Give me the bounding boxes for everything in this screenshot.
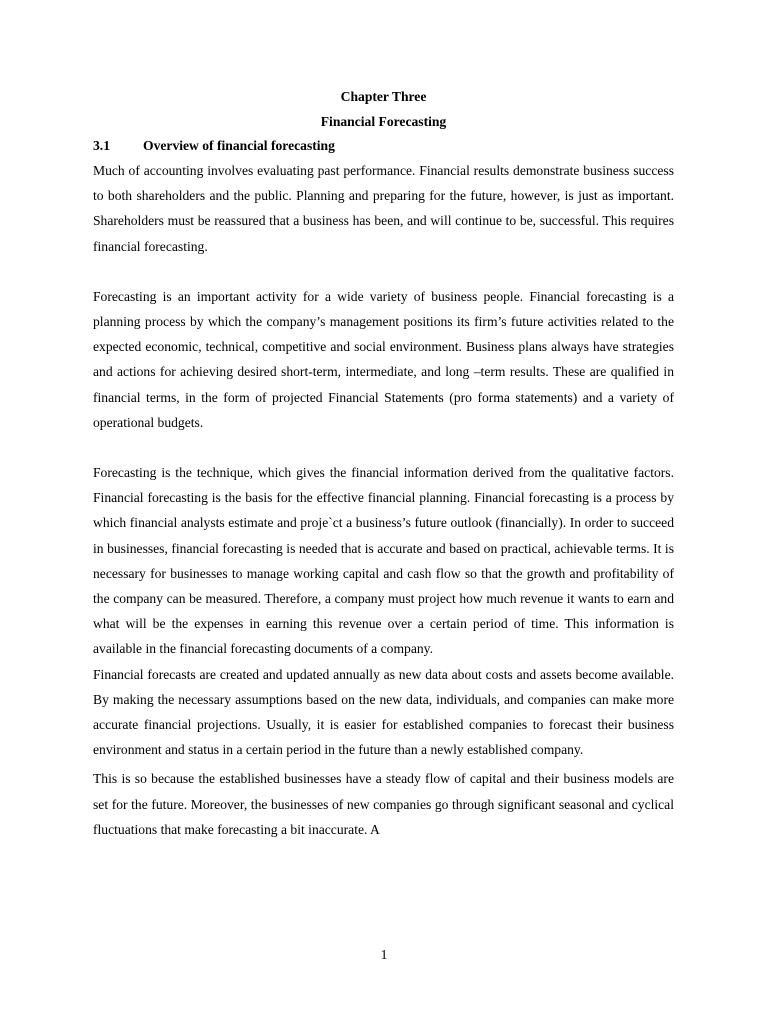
page-content [93,84,674,842]
chapter-title: Financial Forecasting [320,114,447,129]
paragraph: Much of accounting involves evaluating past performance. Financial results demonstrate business success to both shareholders and the public. Planning and preparing for the future, however, is just as important. Shareholders must be reassured that a business has been, and will continue to be, successful. This requires financial forecasting. [93,163,674,254]
chapter-label: Chapter Three [340,89,427,104]
section-number: 3.1 [93,138,110,153]
paragraph: Forecasting is an important activity for a wide variety of business people. Financial forecasting is a planning process by which the company’s management positions its firm’s future activities related to the expected economic, technical, competitive and social environment. Business plans always have strategies and actions for achieving desired short-term, intermediate, and long –term results. These are qualified in financial terms, in the form of projected Financial Statements (pro forma statements) and a variety of operational budgets. [93,288,674,430]
paragraph: Financial forecasts are created and updated annually as new data about costs and assets become available. By making the necessary assumptions based on the new data, individuals, and companies can make more accurate financial projections. Usually, it is easier for established companies to forecast their business environment and status in a certain period in the future than a newly established company. [93,666,674,758]
paragraph: This is so because the established businesses have a steady flow of capital and their business models are set for the future. Moreover, the businesses of new companies go through significant seasonal and cyclical fluctuations that make forecasting a bit inaccurate. A [93,771,674,837]
paragraph-spacer [93,259,674,284]
page-number: 1 [380,947,388,962]
section-title: Overview of financial forecasting [143,138,335,153]
paragraph: Forecasting is the technique, which gives the financial information derived from the qualitative factors. Financial forecasting is the basis for the effective financial planning. Financial forecasting is a process by which financial analysts estimate and proje`ct a business’s future outlook (financially). In order to succeed in businesses, financial forecasting is needed that is accurate and based on practical, achievable terms. It is necessary for businesses to manage working capital and cash flow so that the growth and profitability of the company can be measured. Therefore, a company must project how much revenue it wants to earn and what will be the expenses in earning this revenue over a certain period of time. This information is available in the financial forecasting documents of a company. [93,465,674,657]
section-heading [93,134,674,158]
paragraph-spacer [93,435,674,460]
